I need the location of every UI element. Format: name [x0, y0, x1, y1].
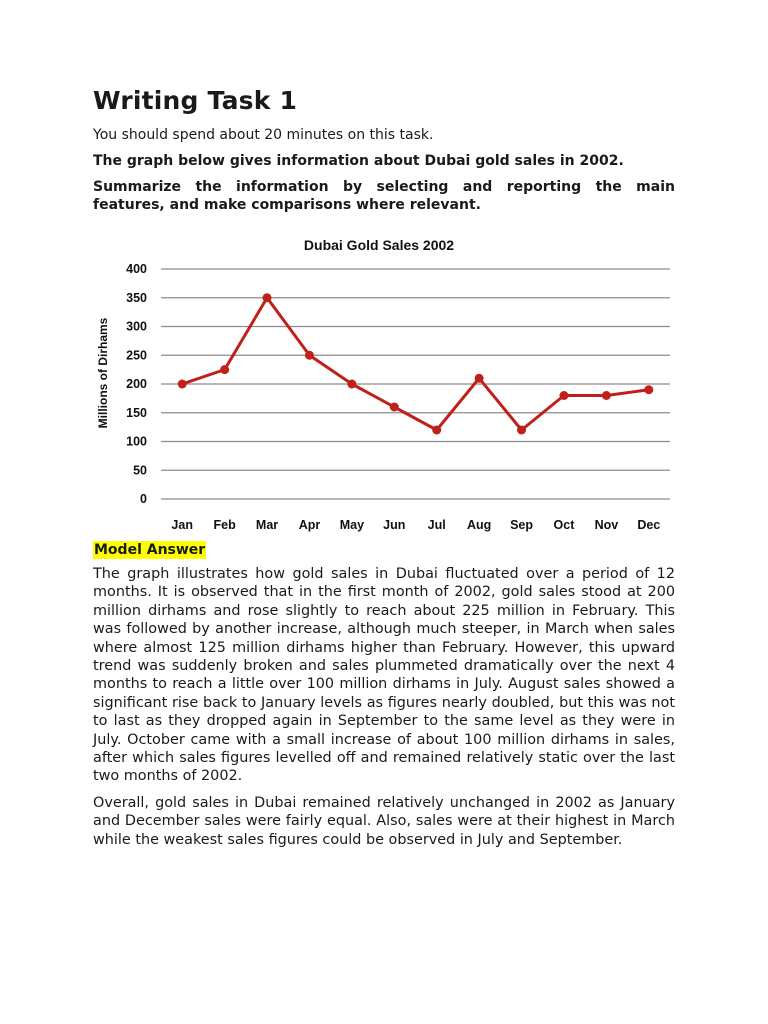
data-point-aug — [475, 374, 484, 383]
y-tick-label: 0 — [140, 492, 147, 506]
data-point-sep — [517, 426, 526, 435]
x-tick-label: Aug — [466, 518, 492, 532]
y-tick-label: 100 — [126, 434, 147, 449]
task-prompt: The graph below gives information about Dubai gold sales in 2002. — [93, 153, 624, 169]
page-title: Writing Task 1 — [93, 86, 298, 115]
answer-paragraph-1: The graph illustrates how gold sales in Dubai fluctuated over a period of 12 months. It is observed that in the first month of 2002, gold sales stood at 200 million dirhams and rose slightly to reach about 225 million in February. This was followed by another increase, although much steeper, in March when sales where almost 125 million dirhams higher than February. However, this upward trend was suddenly broken and sales plummeted dramatically over the next 4 months to reach a little over 100 million dirhams in July. August sales showed a significant rise back to January levels as figures nearly doubled, but this was not to last as they dropped again in September to the same level as they were in July. October came with a small increase of about 100 million dirhams in sales, after which sales figures levelled off and remained relatively static over the last two months of 2002. — [93, 566, 675, 785]
answer-paragraph-2: Overall, gold sales in Dubai remained relatively unchanged in 2002 as January and December sales were fairly equal. Also, sales were at their highest in March while the weakest sales figures could be observed in July and September. — [93, 794, 675, 848]
series-line — [182, 298, 649, 430]
data-point-jan — [178, 380, 187, 389]
data-point-mar — [263, 293, 272, 302]
task-description: Summarize the information by selecting and reporting the main features, and make comparisons where relevant. — [93, 179, 675, 213]
data-point-oct — [559, 391, 568, 400]
x-tick-label: Jul — [427, 518, 446, 532]
y-tick-label: 300 — [126, 319, 147, 334]
y-tick-label: 350 — [126, 290, 147, 305]
document-page — [93, 84, 675, 849]
data-point-feb — [220, 365, 229, 374]
y-tick-label: 50 — [133, 463, 147, 478]
y-axis-label: Millions of Dirhams — [96, 317, 110, 429]
y-tick-label: 150 — [126, 405, 147, 420]
x-tick-label: Apr — [298, 518, 321, 532]
time-instruction: You should spend about 20 minutes on this task. — [93, 127, 434, 143]
data-point-apr — [305, 351, 314, 360]
x-tick-label: Oct — [553, 518, 575, 532]
data-point-dec — [644, 385, 653, 394]
data-point-jun — [390, 403, 399, 412]
x-tick-label: Mar — [255, 518, 279, 532]
line-chart — [93, 227, 675, 535]
model-answer-label: Model Answer — [94, 542, 206, 558]
y-tick-label: 200 — [126, 377, 147, 391]
chart-container — [93, 227, 675, 535]
chart-title: Dubai Gold Sales 2002 — [303, 237, 455, 253]
x-tick-label: Jan — [171, 518, 193, 532]
y-tick-label: 250 — [126, 348, 147, 363]
data-point-nov — [602, 391, 611, 400]
x-tick-label: Nov — [594, 518, 619, 532]
data-point-jul — [432, 426, 441, 435]
y-tick-label: 400 — [126, 262, 147, 276]
x-tick-label: Jun — [383, 518, 406, 532]
x-tick-label: May — [339, 518, 365, 532]
x-tick-label: Dec — [637, 518, 661, 532]
data-point-may — [347, 380, 356, 389]
x-tick-label: Sep — [510, 518, 534, 532]
x-tick-label: Feb — [213, 518, 236, 532]
